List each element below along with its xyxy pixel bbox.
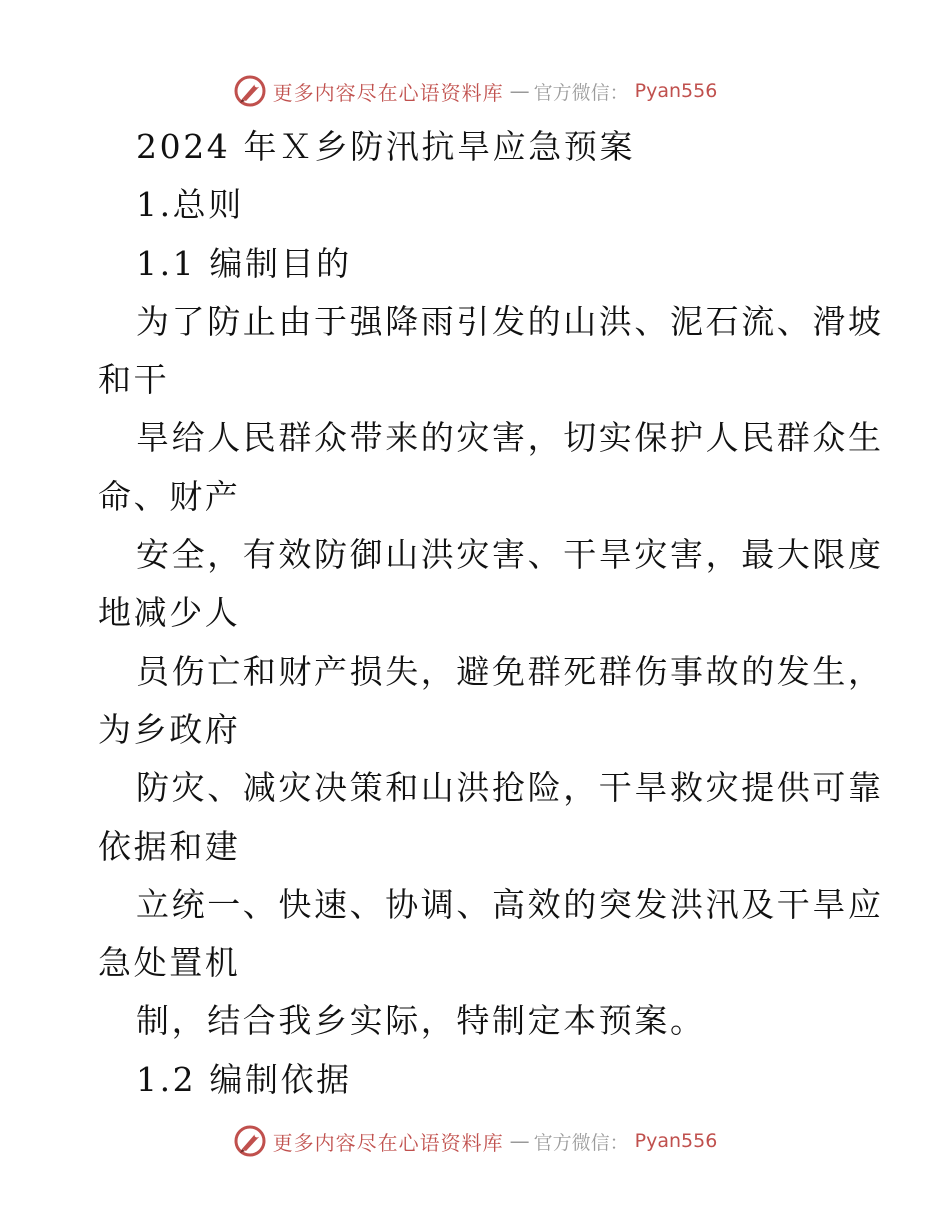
watermark-wechat-label: 官方微信： — [533, 1131, 629, 1154]
paragraph-line: 依据和建 — [98, 826, 241, 866]
footer-watermark — [0, 1122, 950, 1160]
watermark-separator: — — [509, 1129, 528, 1153]
header-watermark — [0, 72, 950, 110]
document-lines — [98, 176, 884, 1109]
paragraph-line: 为乡政府 — [98, 709, 241, 749]
paragraph-line: 防灾、减灾决策和山洪抢险，干旱救灾提供可靠 — [136, 768, 884, 808]
paragraph-line: 安全，有效防御山洪灾害、干旱灾害，最大限度 — [136, 535, 884, 575]
watermark-main-text: 更多内容尽在心语资料库 — [272, 80, 504, 105]
document-title: 2024 年Ｘ乡防汛抗旱应急预案 — [136, 127, 636, 166]
watermark-wechat-label: 官方微信： — [533, 81, 629, 104]
pen-logo-icon — [233, 74, 267, 108]
paragraph-line: 急处置机 — [98, 943, 241, 983]
paragraph-line: 制，结合我乡实际，特制定本预案。 — [136, 1001, 706, 1041]
watermark-separator: — — [509, 79, 528, 103]
paragraph-line: 命、财产 — [98, 476, 241, 516]
paragraph-line: 地减少人 — [98, 593, 241, 633]
paragraph-line: 1.2 编制依据 — [136, 1059, 352, 1099]
paragraph-line: 1.总则 — [136, 185, 244, 225]
paragraph-line: 立统一、快速、协调、高效的突发洪汛及干旱应 — [136, 884, 884, 924]
paragraph-line: 为了防止由于强降雨引发的山洪、泥石流、滑坡 — [136, 301, 884, 341]
watermark-wechat-id: Pyan556 — [634, 80, 718, 102]
watermark-main-text: 更多内容尽在心语资料库 — [272, 1130, 504, 1155]
document-body — [98, 118, 884, 1109]
paragraph-line: 员伤亡和财产损失，避免群死群伤事故的发生， — [136, 651, 884, 691]
pen-logo-icon — [233, 1124, 267, 1158]
watermark-wechat-id: Pyan556 — [634, 1130, 718, 1152]
paragraph-line: 旱给人民群众带来的灾害，切实保护人民群众生 — [136, 418, 884, 458]
paragraph-line: 和干 — [98, 360, 170, 400]
paragraph-line: 1.1 编制目的 — [136, 243, 352, 283]
